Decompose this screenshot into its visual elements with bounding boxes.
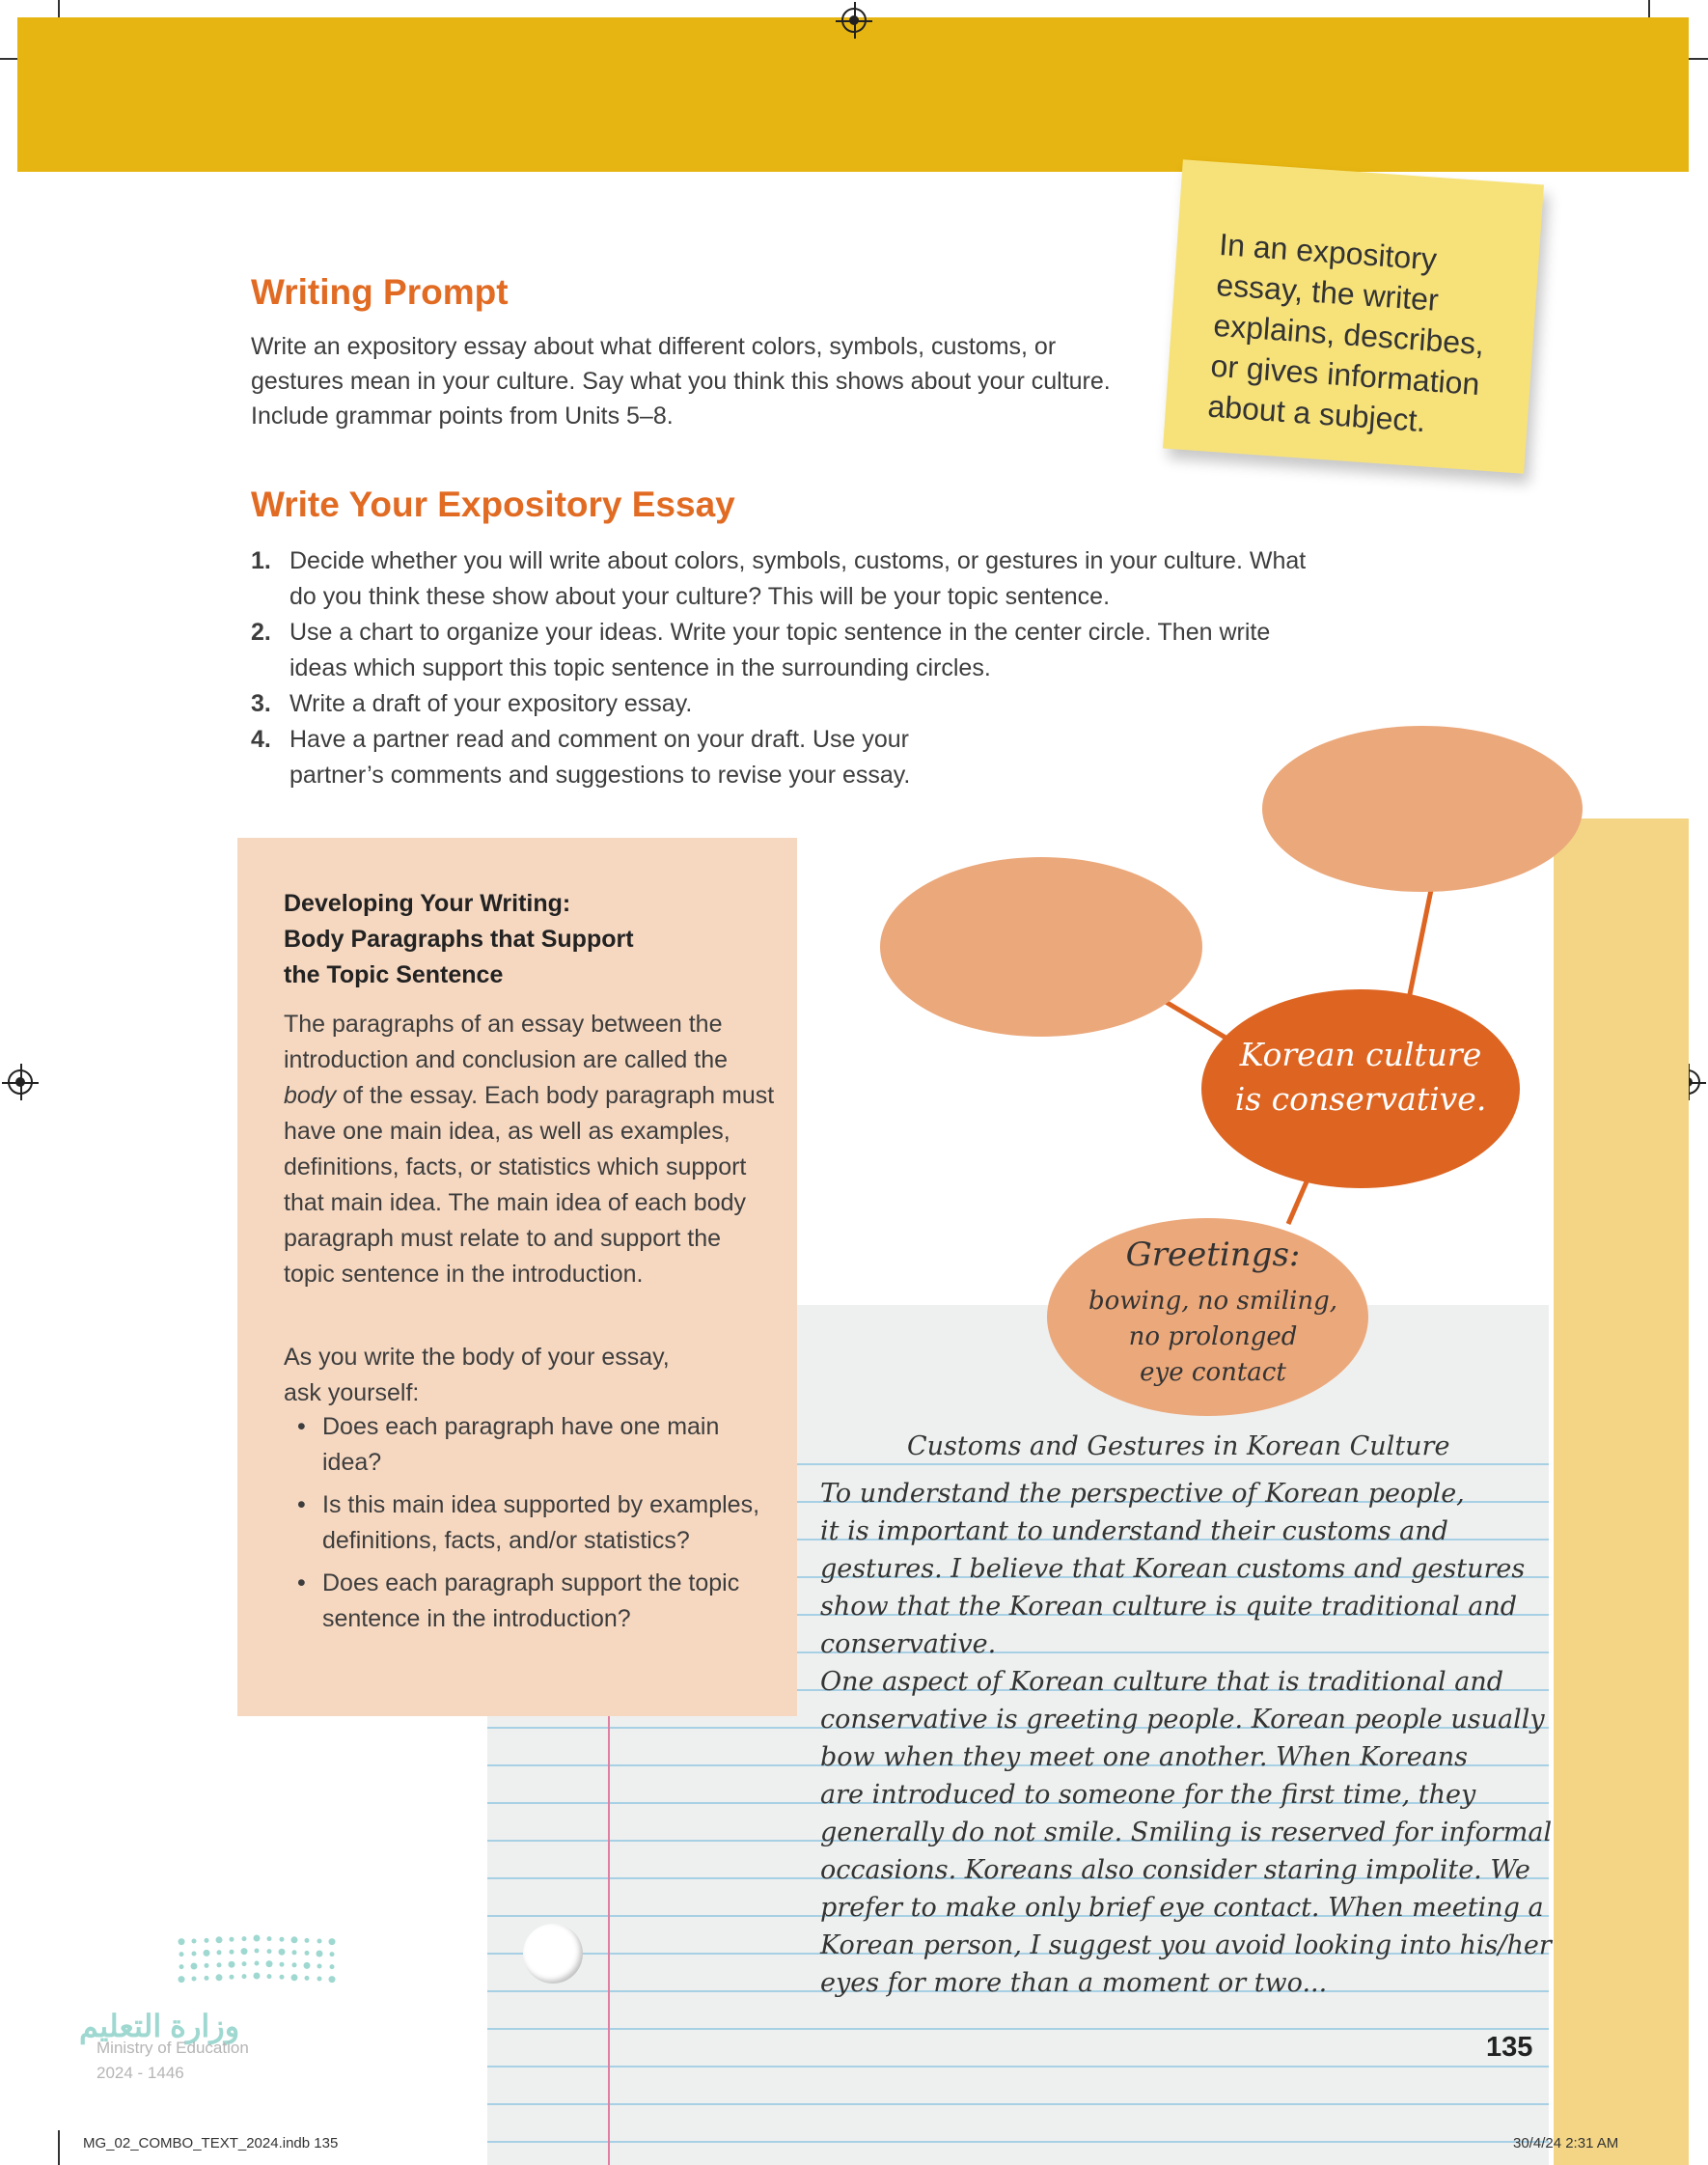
logo-dot <box>329 1976 336 1983</box>
essay-line: To understand the perspective of Korean people, <box>820 1479 1465 1509</box>
sticky-note-text: In an expository essay, the writer explains, describes, or gives information about a subject. <box>1206 226 1486 439</box>
logo-dot <box>230 1975 234 1980</box>
logo-dot <box>179 1964 184 1969</box>
greetings-title: Greetings: <box>1125 1235 1301 1274</box>
logo-dot <box>230 1950 234 1955</box>
logo-dot <box>205 1963 209 1968</box>
essay-line: occasions. Koreans also consider staring impolite. We <box>820 1855 1530 1885</box>
logo-dot <box>241 1948 248 1955</box>
logo-dot <box>217 1950 222 1955</box>
logo-dot <box>217 1962 222 1967</box>
essay-line: show that the Korean culture is quite traditional and <box>820 1592 1518 1622</box>
essay-line: Korean person, I suggest you avoid looking into his/her <box>820 1930 1552 1960</box>
logo-dot <box>242 1961 247 1966</box>
logo-dot <box>216 1936 223 1943</box>
developing-writing-question-intro: As you write the body of your essay, ask yourself: <box>284 1344 670 1406</box>
logo-dot <box>179 1952 184 1957</box>
bullet-icon: • <box>297 1569 306 1596</box>
logo-dot <box>192 1939 197 1944</box>
logo-dot <box>191 1963 198 1970</box>
logo-dot <box>254 1935 261 1942</box>
step-text: Decide whether you will write about colors, symbols, customs, or gestures in your culture. What do you think these show about your culture? This will be your topic sentence. <box>289 547 1307 610</box>
connector-line <box>1409 890 1431 999</box>
logo-dot <box>242 1974 247 1979</box>
paragraph-text: The paragraphs of an essay between the introduction and conclusion are called the <box>284 1011 729 1073</box>
logo-dot <box>292 1962 297 1967</box>
list-item-text: Does each paragraph support the topic sentence in the introduction? <box>322 1569 740 1632</box>
essay-title: Customs and Gestures in Korean Culture <box>907 1431 1450 1461</box>
logo-dot <box>192 1977 197 1982</box>
essay-line: eyes for more than a moment or two... <box>820 1968 1328 1998</box>
logo-dot <box>305 1976 310 1981</box>
logo-dot <box>255 1961 260 1966</box>
step-text: Write a draft of your expository essay. <box>289 690 693 717</box>
step-number: 4. <box>251 726 271 753</box>
ministry-logo-name: Ministry of Education <box>96 2039 249 2057</box>
essay-line: generally do not smile. Smiling is reserved for informal <box>820 1818 1553 1847</box>
step-number: 1. <box>251 547 271 574</box>
writing-prompt-text: Write an expository essay about what different colors, symbols, customs, or gestures mean in your culture. Say what you think this shows about your culture. Include grammar points from Units 5–8. <box>251 333 1111 430</box>
logo-dot <box>266 1960 273 1967</box>
logo-dot <box>255 1949 260 1954</box>
logo-dot <box>179 1938 185 1945</box>
logo-dot <box>205 1938 209 1943</box>
logo-dot <box>304 1962 311 1969</box>
list-item-text: Does each paragraph have one main idea? <box>322 1413 720 1476</box>
essay-section-title: Write Your Expository Essay <box>251 485 735 524</box>
topic-sentence-text: Korean culture is conservative. <box>1234 1036 1487 1118</box>
logo-dot <box>230 1937 234 1942</box>
developing-writing-title: Developing Your Writing: Body Paragraphs that Support the Topic Sentence <box>284 890 634 988</box>
bullet-icon: • <box>297 1491 306 1518</box>
logo-dot <box>179 1976 185 1983</box>
paragraph-text: of the essay. Each body paragraph must have one main idea, as well as examples, definitions, facts, or statistics which support that main idea. The main idea of each body paragraph must relate to and support the topic sentence in the introduction. <box>284 1082 775 1288</box>
logo-dot <box>280 1975 285 1980</box>
step-text: Use a chart to organize your ideas. Write your topic sentence in the center circle. Then write ideas which support this topic sentence in the surrounding circles. <box>289 619 1271 681</box>
greetings-text: bowing, no smiling, no prolonged eye contact <box>1088 1287 1338 1387</box>
empty-idea-bubble <box>880 857 1202 1037</box>
logo-dot <box>267 1936 272 1941</box>
step-text: Have a partner read and comment on your draft. Use your partner’s comments and suggestions to revise your essay. <box>289 726 911 789</box>
logo-dot <box>280 1937 285 1942</box>
logo-dot <box>204 1950 210 1957</box>
logo-dot <box>242 1936 247 1941</box>
logo-dot <box>317 1939 322 1944</box>
logo-dot <box>291 1936 298 1943</box>
essay-line: One aspect of Korean culture that is traditional and <box>820 1667 1504 1697</box>
logo-dot <box>291 1974 298 1981</box>
connector-line <box>1288 1180 1308 1224</box>
logo-dot <box>280 1962 285 1967</box>
logo-dot <box>330 1952 335 1957</box>
logo-dot <box>330 1964 335 1969</box>
essay-line: conservative. <box>820 1629 997 1659</box>
step-number: 2. <box>251 619 271 646</box>
logo-dot <box>216 1974 223 1981</box>
logo-dot <box>205 1976 209 1981</box>
logo-dot <box>267 1974 272 1979</box>
logo-dot <box>192 1952 197 1957</box>
writing-prompt-title: Writing Prompt <box>251 272 509 312</box>
logo-dot <box>292 1950 297 1955</box>
logo-dot <box>267 1949 272 1954</box>
logo-dot <box>254 1973 261 1980</box>
ministry-logo-arabic: وزارة التعليم <box>79 2009 240 2043</box>
ministry-logo-icon <box>174 1930 347 1988</box>
logo-dot <box>229 1961 235 1968</box>
essay-line: conservative is greeting people. Korean people usually <box>820 1705 1545 1735</box>
essay-line: prefer to make only brief eye contact. When meeting a <box>820 1893 1544 1923</box>
logo-dot <box>317 1977 322 1982</box>
empty-idea-bubble <box>1262 726 1583 892</box>
essay-line: are introduced to someone for the first time, they <box>820 1780 1476 1810</box>
essay-line: bow when they meet one another. When Koreans <box>820 1742 1469 1772</box>
step-number: 3. <box>251 690 271 717</box>
bullet-icon: • <box>297 1413 306 1440</box>
essay-line: gestures. I believe that Korean customs and gestures <box>820 1554 1526 1584</box>
page-number: 135 <box>1486 2032 1533 2063</box>
logo-dot <box>317 1964 322 1969</box>
logo-dot <box>317 1951 323 1957</box>
print-slug-date: 30/4/24 2:31 AM <box>1513 2135 1619 2151</box>
print-slug-file: MG_02_COMBO_TEXT_2024.indb 135 <box>83 2135 339 2151</box>
logo-dot <box>305 1938 310 1943</box>
essay-line: it is important to understand their customs and <box>820 1516 1448 1546</box>
essay-body <box>820 1475 1554 2002</box>
list-item-text: Is this main idea supported by examples, definitions, facts, and/or statistics? <box>322 1491 760 1554</box>
ministry-logo-year: 2024 - 1446 <box>96 2064 184 2082</box>
logo-dot <box>279 1949 286 1956</box>
paragraph-emphasis: body <box>284 1082 337 1109</box>
logo-dot <box>305 1951 310 1956</box>
logo-dot <box>329 1938 336 1945</box>
